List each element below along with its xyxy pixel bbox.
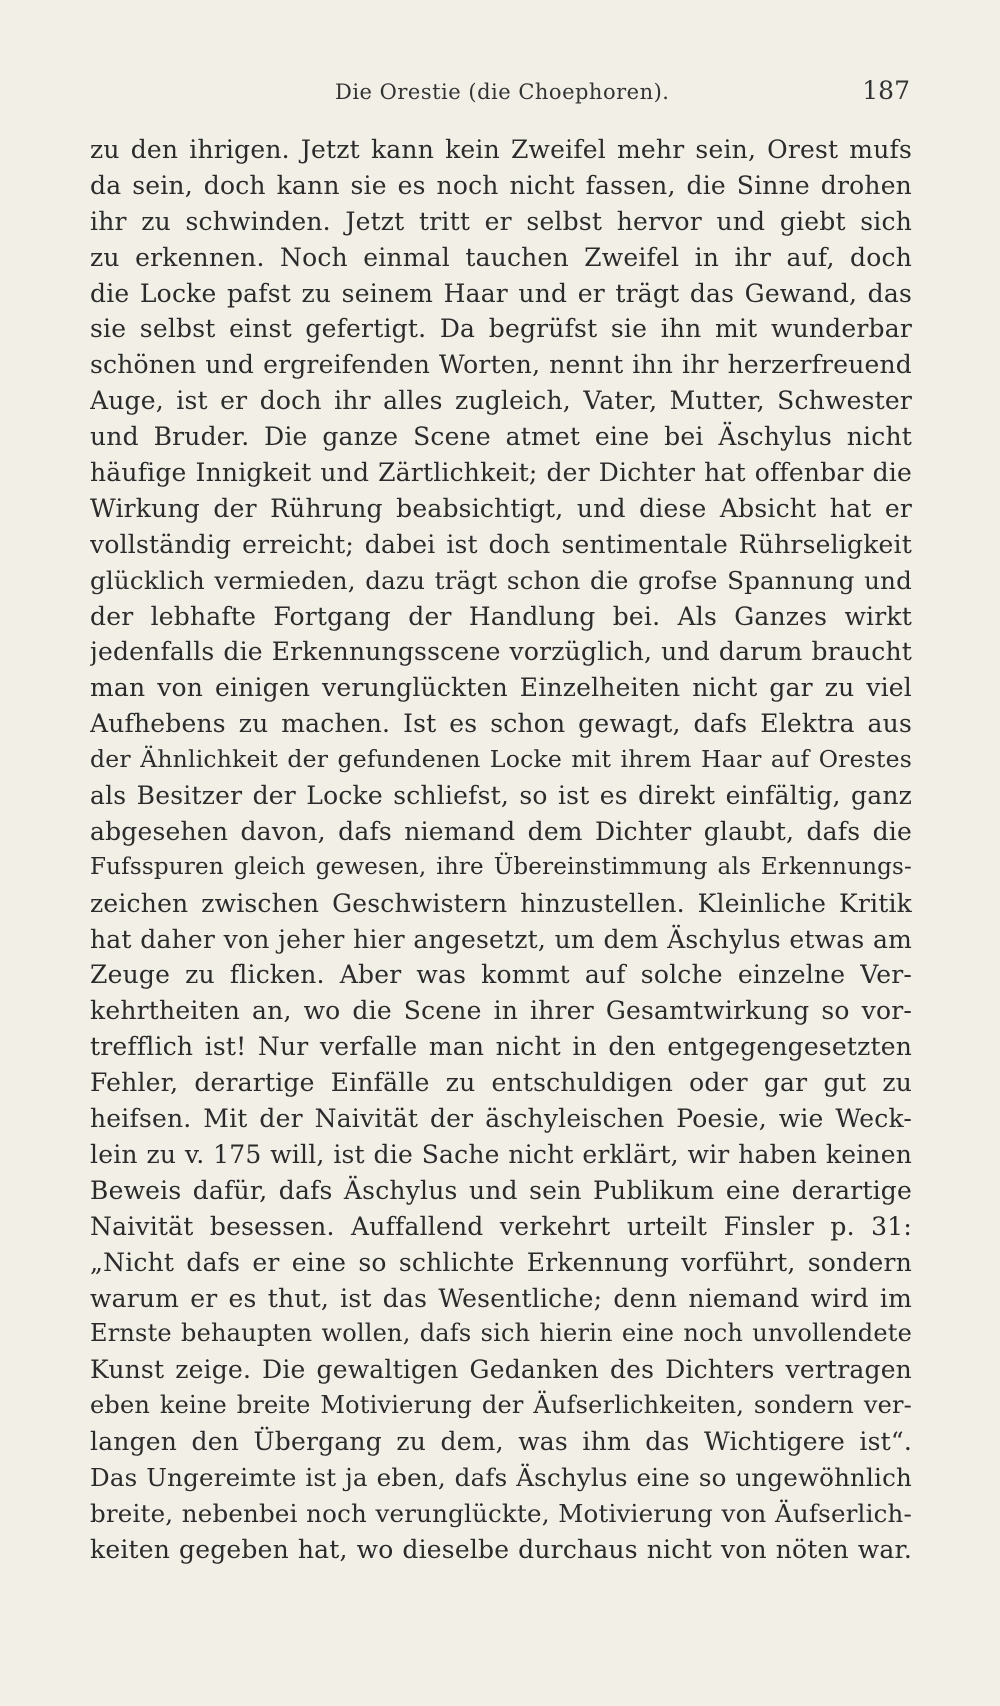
text-line: hat daher von jeher hier angesetzt, um dem Äschylus etwas am <box>90 924 912 954</box>
text-line: kehrtheiten an, wo die Scene in ihrer Gesamtwirkung so vor- <box>90 996 912 1026</box>
text-line: Fehler, derartige Einfälle zu entschuldigen oder gar gut zu <box>90 1068 912 1098</box>
text-line: häufige Innigkeit und Zärtlichkeit; der Dichter hat offenbar die <box>90 458 912 488</box>
text-line: Kunst zeige. Die gewaltigen Gedanken des Dichters vertragen <box>90 1355 912 1385</box>
text-line: Auge, ist er doch ihr alles zugleich, Vater, Mutter, Schwester <box>90 386 912 416</box>
text-line: Fufsspuren gleich gewesen, ihre Übereinstimmung als Erkennungs- <box>90 853 912 880</box>
text-line: zeichen zwischen Geschwistern hinzustellen. Kleinliche Kritik <box>90 888 912 918</box>
text-line: vollständig erreicht; dabei ist doch sentimentale Rührseligkeit <box>90 529 912 559</box>
text-line: Zeuge zu flicken. Aber was kommt auf solche einzelne Ver- <box>90 960 912 990</box>
text-line: man von einigen verunglückten Einzelheiten nicht gar zu viel <box>90 673 912 703</box>
text-line: die Locke pafst zu seinem Haar und er trägt das Gewand, das <box>90 278 912 308</box>
text-line: schönen und ergreifenden Worten, nennt ihn ihr herzerfreuend <box>90 350 912 380</box>
text-line: der Ähnlichkeit der gefundenen Locke mit ihrem Haar auf Orestes <box>90 745 912 774</box>
text-line: der lebhafte Fortgang der Handlung bei. Als Ganzes wirkt <box>90 601 912 631</box>
text-line: lein zu v. 175 will, ist die Sache nicht erklärt, wir haben keinen <box>90 1139 912 1169</box>
text-line: langen den Übergang zu dem, was ihm das Wichtigere ist“. <box>90 1427 912 1457</box>
text-line: zu erkennen. Noch einmal tauchen Zweifel in ihr auf, doch <box>90 242 912 272</box>
text-line: sie selbst einst gefertigt. Da begrüfst sie ihn mit wunderbar <box>90 314 912 344</box>
text-line: als Besitzer der Locke schliefst, so ist es direkt einfältig, ganz <box>90 781 912 811</box>
text-line: keiten gegeben hat, wo dieselbe durchaus nicht von nöten war. <box>90 1534 912 1564</box>
running-title: Die Orestie (die Choephoren). <box>335 80 670 104</box>
page-number: 187 <box>862 76 910 105</box>
text-line: „Nicht dafs er eine so schlichte Erkennung vorführt, sondern <box>90 1247 912 1277</box>
text-line: da sein, doch kann sie es noch nicht fassen, die Sinne drohen <box>90 170 912 200</box>
text-line: glücklich vermieden, dazu trägt schon die grofse Spannung und <box>90 565 912 595</box>
text-line: Beweis dafür, dafs Äschylus und sein Publikum eine derartige <box>90 1175 912 1205</box>
text-line: jedenfalls die Erkennungsscene vorzüglich, und darum braucht <box>90 637 912 667</box>
page-header <box>90 76 910 116</box>
text-line: Aufhebens zu machen. Ist es schon gewagt, dafs Elektra aus <box>90 709 912 739</box>
text-line: abgesehen davon, dafs niemand dem Dichter glaubt, dafs die <box>90 816 912 846</box>
body-text <box>90 132 912 1568</box>
text-line: heifsen. Mit der Naivität der äschyleischen Poesie, wie Weck- <box>90 1104 912 1134</box>
text-line: und Bruder. Die ganze Scene atmet eine bei Äschylus nicht <box>90 422 912 452</box>
text-line: Naivität besessen. Auffallend verkehrt urteilt Finsler p. 31: <box>90 1211 912 1241</box>
text-line: Das Ungereimte ist ja eben, dafs Äschylus eine so ungewöhnlich <box>90 1462 912 1492</box>
text-line: eben keine breite Motivierung der Äufserlichkeiten, sondern ver- <box>90 1391 912 1420</box>
text-line: Wirkung der Rührung beabsichtigt, und diese Absicht hat er <box>90 493 912 523</box>
text-line: warum er es thut, ist das Wesentliche; denn niemand wird im <box>90 1283 912 1313</box>
text-line: trefflich ist! Nur verfalle man nicht in den entgegengesetzten <box>90 1032 912 1062</box>
text-line: breite, nebenbei noch verunglückte, Motivierung von Äufserlich- <box>90 1498 912 1528</box>
text-line: Ernste behaupten wollen, dafs sich hierin eine noch unvollendete <box>90 1319 912 1348</box>
text-line: ihr zu schwinden. Jetzt tritt er selbst hervor und giebt sich <box>90 206 912 236</box>
text-line: zu den ihrigen. Jetzt kann kein Zweifel mehr sein, Orest mufs <box>90 135 912 164</box>
